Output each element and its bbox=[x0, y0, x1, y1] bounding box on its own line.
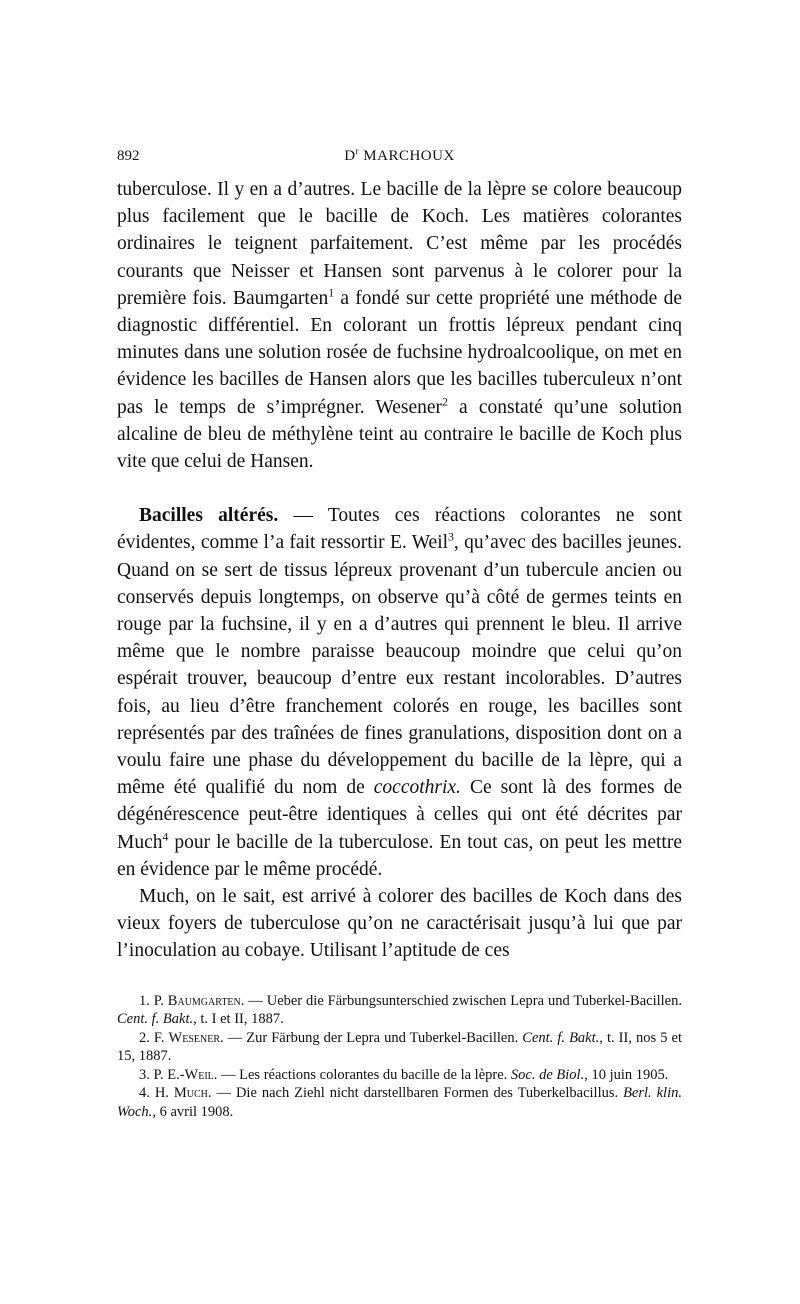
paragraph-2 bbox=[117, 502, 682, 883]
footnote-title: — Les réactions colorantes du bacille de la lèpre. bbox=[217, 1066, 511, 1083]
footnote-ref-4: 4 bbox=[162, 830, 169, 844]
footnote-num: 2. F. bbox=[139, 1029, 169, 1046]
footnote-author: Wesener. bbox=[168, 1029, 224, 1046]
paragraph-2-text-a: — Toutes ces réactions colorantes ne sont évidentes, comme l’a fait ressortir E. Weil bbox=[117, 505, 683, 554]
footnote-journal: Berl. klin. Woch. bbox=[117, 1085, 682, 1120]
footnote-ref: , 6 avril 1908. bbox=[152, 1103, 234, 1120]
footnote-3 bbox=[117, 1066, 682, 1085]
body-text bbox=[117, 176, 682, 965]
author-prefix: D bbox=[344, 148, 356, 164]
book-page bbox=[117, 148, 682, 1121]
running-head bbox=[117, 148, 682, 165]
paragraph-1 bbox=[117, 176, 682, 475]
footnote-num: 3. P. bbox=[139, 1066, 168, 1083]
paragraph-2-text-b: , qu’avec des bacilles jeunes. Quand on se sert de tissus lépreux provenant d’un tubercule ancien ou conservés depuis longtemps, on observe qu’à côté de germes teints en rouge par la fuchsine, il y en a d’autres qui prennent le bleu. Il arrive même que le nombre paraisse beaucoup moindre que celui qu’on espérait trouver, beaucoup d’entre eux restant incolorables. D’autres fois, au lieu d’être franchement colorés en rouge, les bacilles sont représentés par des traînées de fines granulations, disposition dont on a voulu faire une phase du développement du bacille de la lèpre, qui a même été qualifié du nom de bbox=[117, 532, 682, 799]
footnote-title: — Zur Färbung der Lepra und Tuberkel-Bacillen. bbox=[223, 1029, 523, 1046]
author-name: MARCHOUX bbox=[363, 148, 455, 164]
page-number: 892 bbox=[117, 148, 140, 164]
footnote-num: 4. H. bbox=[139, 1085, 174, 1102]
footnote-num: 1. P. bbox=[139, 992, 168, 1009]
footnote-author: Much. bbox=[173, 1085, 212, 1102]
footnote-ref-3: 3 bbox=[448, 530, 454, 544]
footnote-4 bbox=[117, 1084, 682, 1121]
author-prefix-sup: r bbox=[355, 146, 360, 156]
footnote-journal: Soc. de Biol. bbox=[510, 1066, 585, 1083]
italic-term: coccothrix. bbox=[373, 777, 461, 799]
paragraph-gap bbox=[117, 475, 682, 502]
footnote-journal: Cent. f. Bakt. bbox=[522, 1029, 600, 1046]
footnote-title: — Die nach Ziehl nicht darstellbaren Formen des Tuberkelbacillus. bbox=[211, 1085, 624, 1102]
section-heading: Bacilles altérés. bbox=[139, 505, 279, 527]
paragraph-2-text-c: Ce sont là des formes de dégénérescence peut-être identiques à celles qui ont été décrites par Much bbox=[117, 777, 682, 853]
footnote-journal: Cent. f. Bakt. bbox=[117, 1011, 194, 1028]
footnote-2 bbox=[117, 1029, 682, 1066]
footnote-ref-2: 2 bbox=[442, 395, 448, 409]
paragraph-1-text-b: a fondé sur cette propriété une méthode de diagnostic différentiel. En colorant un frottis lépreux pendant cinq minutes dans une solution rosée de fuchsine hydroalcoolique, on met en évidence les bacilles de Hansen alors que les bacilles tuberculeux n’ont pas le temps de s’imprégner. Wesener bbox=[117, 287, 682, 418]
footnote-ref: , t. I et II, 1887. bbox=[193, 1011, 284, 1028]
footnote-ref: , 10 juin 1905. bbox=[584, 1066, 669, 1083]
paragraph-3: Much, on le sait, est arrivé à colorer des bacilles de Koch dans des vieux foyers de tuberculose qu’on ne caractérisait jusqu’à lui que par l’inoculation au cobaye. Utilisant l’aptitude de ces bbox=[117, 886, 682, 962]
paragraph-1-text-c: a constaté qu’une solution alcaline de bleu de méthylène teint au contraire le bacille de Koch plus vite que celui de Hansen. bbox=[117, 396, 682, 473]
paragraph-2-text-d: pour le bacille de la tuberculose. En tout cas, on peut les mettre en évidence par le même procédé. bbox=[117, 831, 682, 880]
footnote-ref-1: 1 bbox=[328, 286, 335, 300]
paragraph-1-text-a: tuberculose. Il y en a d’autres. Le bacille de la lèpre se colore beaucoup plus facilement que le bacille de Koch. Les matières colorantes ordinaires le teignent parfaitement. C’est même par les procédés courants que Neisser et Hansen sont parvenus à le colorer pour la première fois. Baumgarten bbox=[117, 179, 682, 309]
footnote-title: — Ueber die Färbungsunterschied zwischen Lepra und Tuberkel-Bacillen. bbox=[244, 992, 682, 1009]
footnote-1 bbox=[117, 992, 682, 1029]
page-header bbox=[117, 148, 682, 176]
footnote-ref: , t. II, nos 5 et 15, 1887. bbox=[117, 1029, 682, 1065]
footnote-author: Baumgarten. bbox=[167, 992, 245, 1009]
footnotes bbox=[117, 992, 682, 1122]
footnote-author: E.-Weil. bbox=[167, 1066, 218, 1083]
